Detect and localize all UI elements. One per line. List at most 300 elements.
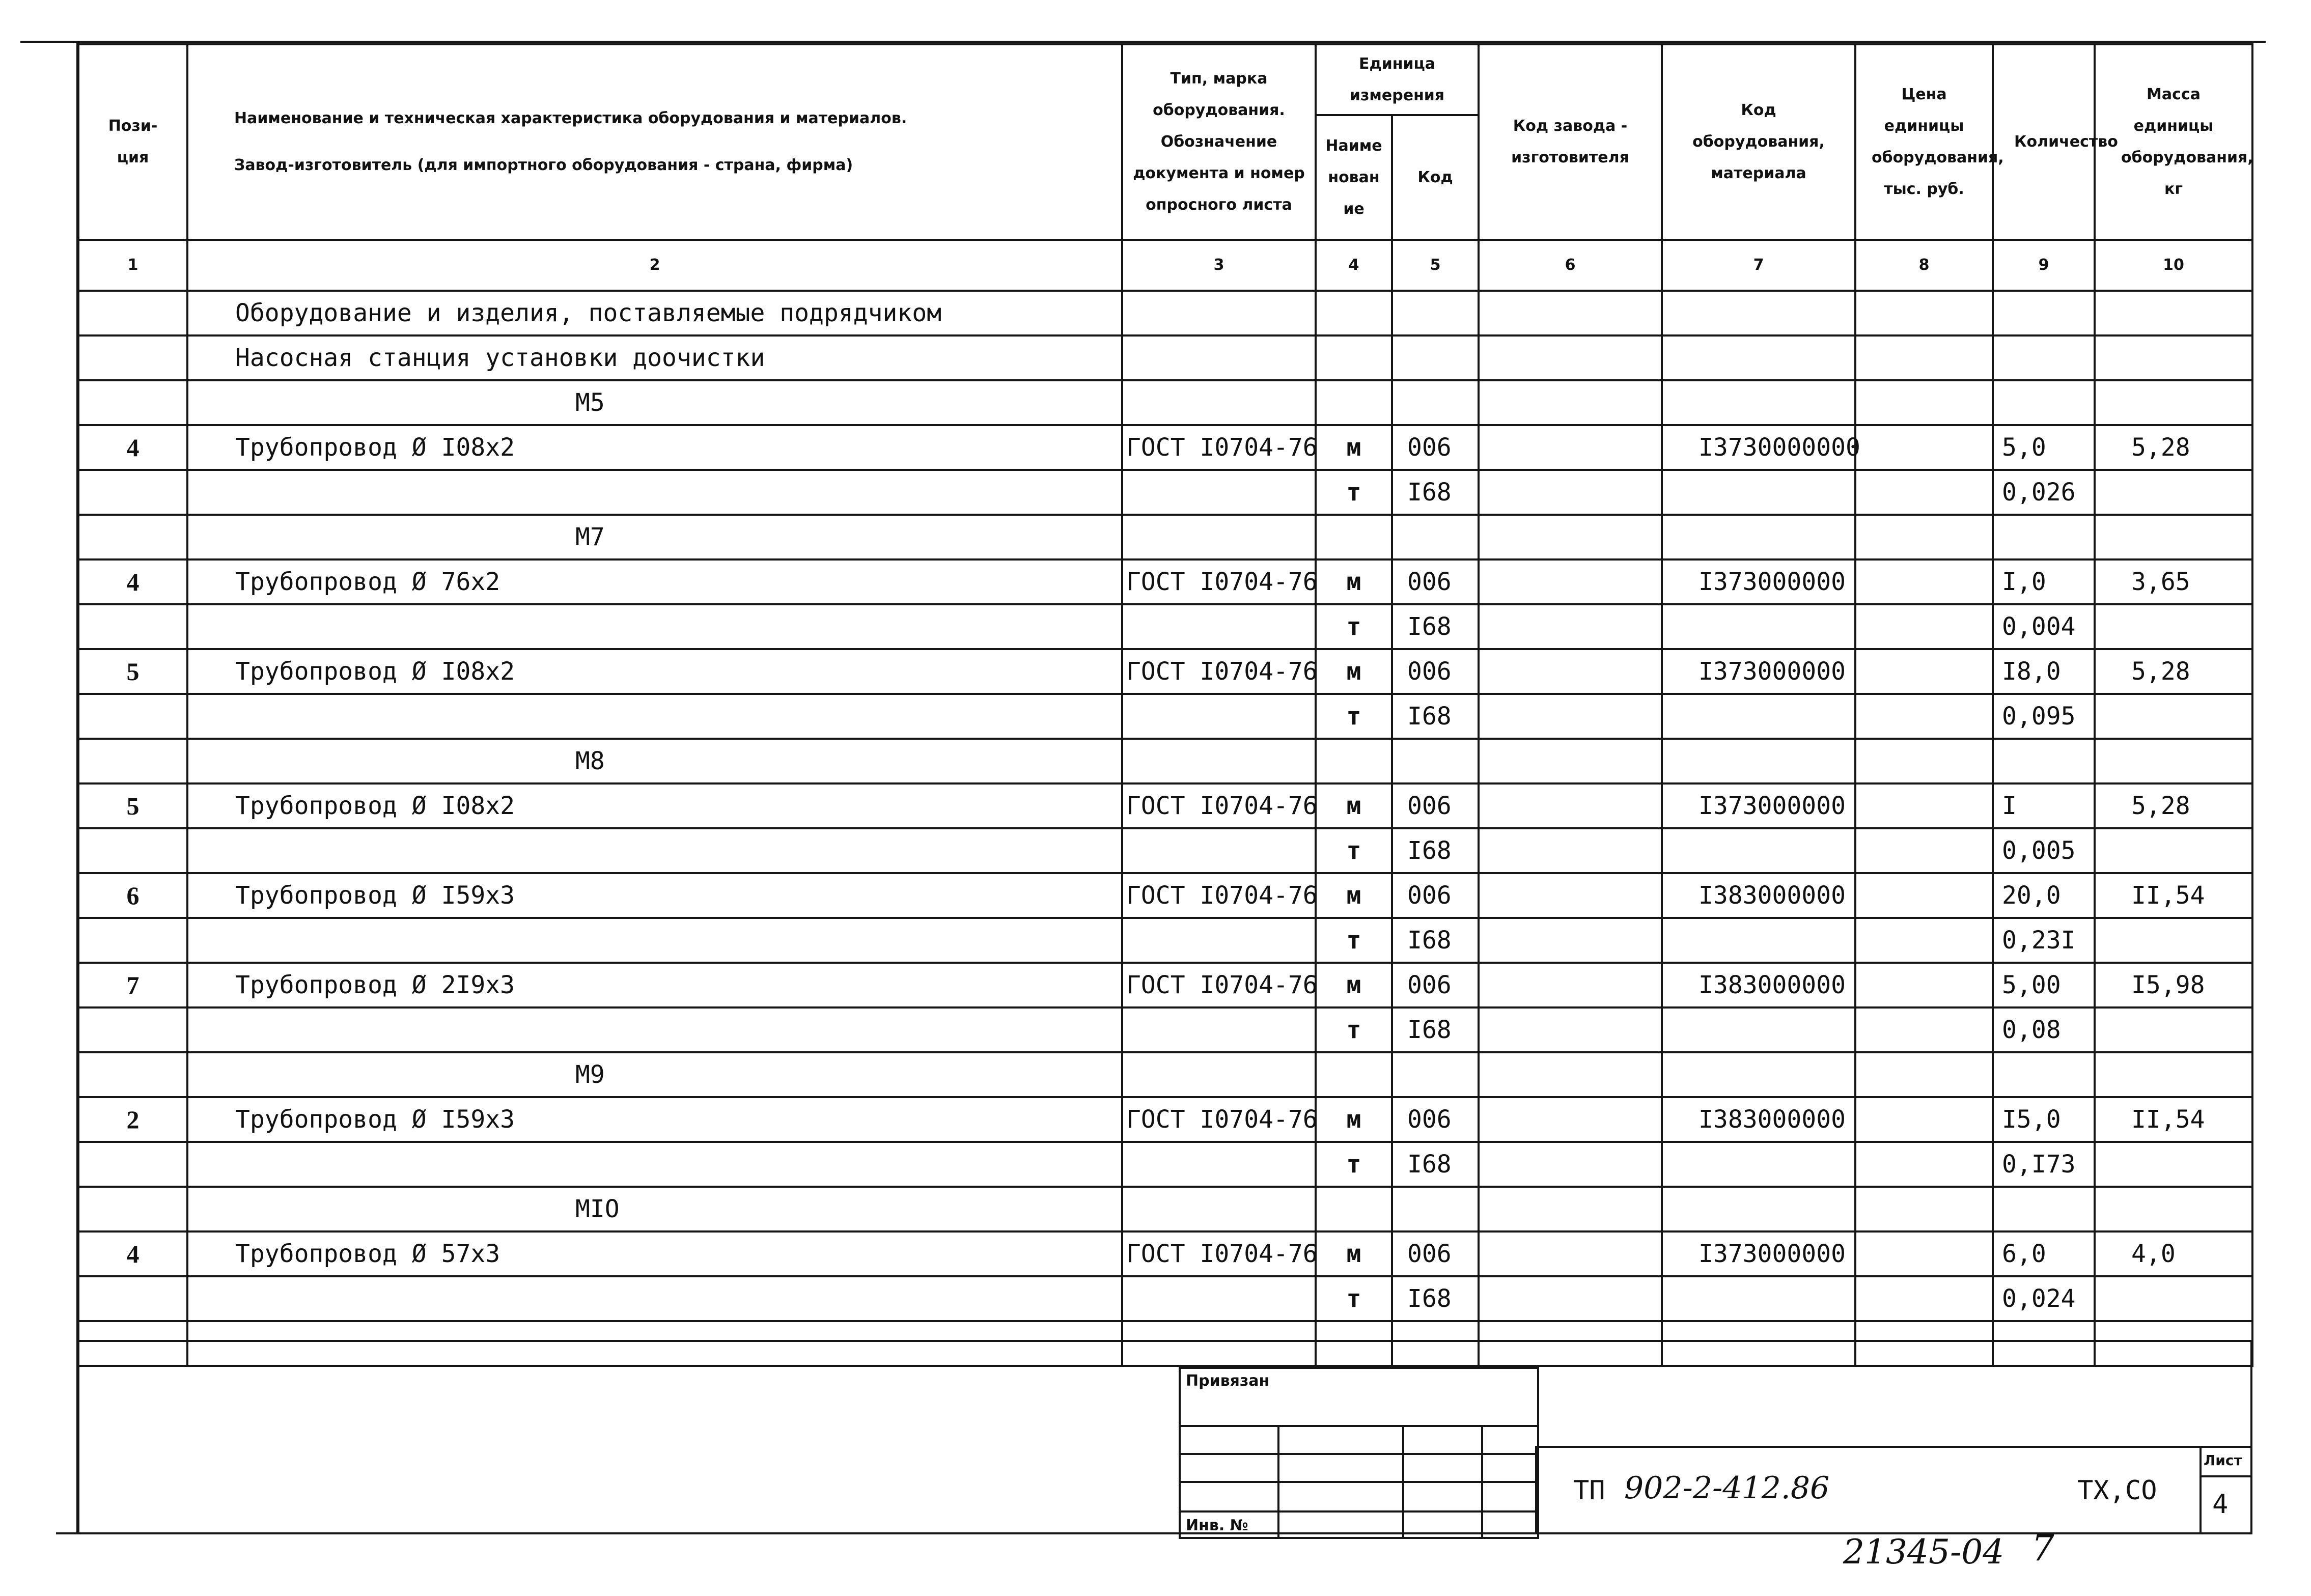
equipment-code-cell: I383000000 <box>1662 1097 1855 1142</box>
factory-code-cell <box>1479 1231 1662 1276</box>
section-title-cell: М9 <box>187 1052 1122 1097</box>
header-factory-code: Код завода - изготовителя <box>1479 44 1662 240</box>
mass-cell: II,54 <box>2095 873 2252 918</box>
factory-code-cell <box>1479 1187 1662 1231</box>
binding-stamp <box>1179 1367 1539 1539</box>
quantity-cell: 6,0 <box>1993 1231 2095 1276</box>
title-block-line <box>2199 1475 2251 1477</box>
price-cell <box>1855 1097 1993 1142</box>
unit-code-cell <box>1392 1052 1479 1097</box>
position-cell <box>78 604 187 649</box>
position-cell: 5 <box>78 783 187 828</box>
table-row <box>78 828 2252 873</box>
factory-code-cell <box>1479 515 1662 559</box>
equipment-code-cell: I373000000 <box>1662 783 1855 828</box>
price-cell <box>1855 515 1993 559</box>
unit-code-cell: 006 <box>1392 1097 1479 1142</box>
equipment-code-cell <box>1662 515 1855 559</box>
equipment-code-cell: I3730000000 <box>1662 425 1855 470</box>
factory-code-cell <box>1479 694 1662 739</box>
position-cell <box>78 1007 187 1052</box>
position-cell <box>78 828 187 873</box>
name-cell <box>187 1276 1122 1321</box>
col-number-3: 3 <box>1122 240 1316 291</box>
quantity-cell <box>1993 1187 2095 1231</box>
equipment-code-cell <box>1662 1007 1855 1052</box>
col-number-1: 1 <box>78 240 187 291</box>
quantity-cell: 0,I73 <box>1993 1142 2095 1187</box>
quantity-cell <box>1993 739 2095 783</box>
equipment-code-cell <box>1662 1052 1855 1097</box>
equipment-code-cell <box>1662 694 1855 739</box>
table-row <box>78 873 2252 918</box>
unit-code-cell: I68 <box>1392 470 1479 515</box>
quantity-cell: 0,005 <box>1993 828 2095 873</box>
position-cell <box>78 380 187 425</box>
quantity-cell: 0,026 <box>1993 470 2095 515</box>
equipment-code-cell <box>1662 739 1855 783</box>
price-cell <box>1855 1276 1993 1321</box>
price-cell <box>1855 559 1993 604</box>
price-cell <box>1855 1321 1993 1366</box>
name-cell <box>187 918 1122 963</box>
unit-name-cell: т <box>1316 694 1392 739</box>
position-cell <box>78 1276 187 1321</box>
factory-code-cell <box>1479 335 1662 380</box>
position-cell <box>78 694 187 739</box>
unit-code-cell: 006 <box>1392 559 1479 604</box>
position-cell: 7 <box>78 963 187 1007</box>
col-number-8: 8 <box>1855 240 1993 291</box>
position-cell <box>78 470 187 515</box>
price-cell <box>1855 1187 1993 1231</box>
mass-cell: I5,98 <box>2095 963 2252 1007</box>
document-cell <box>1122 604 1316 649</box>
unit-code-cell: I68 <box>1392 1007 1479 1052</box>
document-cell: ГОСТ I0704-76 <box>1122 963 1316 1007</box>
equipment-code-cell <box>1662 335 1855 380</box>
unit-name-cell <box>1316 515 1392 559</box>
document-cell: ГОСТ I0704-76 <box>1122 783 1316 828</box>
document-cell: ГОСТ I0704-76 <box>1122 649 1316 694</box>
document-cell <box>1122 1142 1316 1187</box>
price-cell <box>1855 470 1993 515</box>
col-number-10: 10 <box>2095 240 2252 291</box>
sheet-label: Лист <box>2204 1452 2242 1469</box>
quantity-cell: 20,0 <box>1993 873 2095 918</box>
col-number-2: 2 <box>187 240 1122 291</box>
name-cell <box>187 828 1122 873</box>
document-cell <box>1122 1052 1316 1097</box>
header-equipment-code: Код оборудования, материала <box>1662 44 1855 240</box>
price-cell <box>1855 873 1993 918</box>
unit-name-cell: м <box>1316 963 1392 1007</box>
position-cell <box>78 739 187 783</box>
name-cell: Трубопровод Ø I08x2 <box>187 425 1122 470</box>
position-cell: 4 <box>78 559 187 604</box>
section-title-cell: М7 <box>187 515 1122 559</box>
name-cell <box>187 694 1122 739</box>
price-cell <box>1855 335 1993 380</box>
factory-code-cell <box>1479 380 1662 425</box>
table-row <box>78 425 2252 470</box>
equipment-code-cell <box>1662 828 1855 873</box>
stamp-line <box>1481 1425 1483 1537</box>
unit-code-cell: 006 <box>1392 873 1479 918</box>
col-number-5: 5 <box>1392 240 1479 291</box>
price-cell <box>1855 649 1993 694</box>
column-number-row <box>78 240 2252 291</box>
document-cell <box>1122 1321 1316 1366</box>
equipment-code-cell: I373000000 <box>1662 559 1855 604</box>
name-cell <box>187 604 1122 649</box>
equipment-code-cell <box>1662 470 1855 515</box>
quantity-cell <box>1993 335 2095 380</box>
unit-code-cell <box>1392 1321 1479 1366</box>
equipment-code-cell <box>1662 291 1855 335</box>
factory-code-cell <box>1479 918 1662 963</box>
price-cell <box>1855 1231 1993 1276</box>
quantity-cell <box>1993 291 2095 335</box>
table-row <box>78 694 2252 739</box>
price-cell <box>1855 425 1993 470</box>
document-cell <box>1122 470 1316 515</box>
price-cell <box>1855 291 1993 335</box>
unit-name-cell: т <box>1316 604 1392 649</box>
position-cell <box>78 1321 187 1366</box>
factory-code-cell <box>1479 1276 1662 1321</box>
section-title-cell: МIO <box>187 1187 1122 1231</box>
price-cell <box>1855 828 1993 873</box>
mass-cell: 3,65 <box>2095 559 2252 604</box>
document-cell <box>1122 739 1316 783</box>
col-number-4: 4 <box>1316 240 1392 291</box>
name-cell: Трубопровод Ø 57x3 <box>187 1231 1122 1276</box>
table-row <box>78 335 2252 380</box>
factory-code-cell <box>1479 604 1662 649</box>
position-cell: 6 <box>78 873 187 918</box>
stamp-line <box>1181 1481 1537 1483</box>
quantity-cell <box>1993 380 2095 425</box>
unit-code-cell: I68 <box>1392 694 1479 739</box>
document-cell <box>1122 291 1316 335</box>
mass-cell <box>2095 380 2252 425</box>
header-unit-code: Код <box>1392 115 1479 240</box>
unit-name-cell: м <box>1316 649 1392 694</box>
equipment-code-cell <box>1662 380 1855 425</box>
mass-cell <box>2095 1187 2252 1231</box>
factory-code-cell <box>1479 425 1662 470</box>
document-cell <box>1122 828 1316 873</box>
factory-code-cell <box>1479 291 1662 335</box>
unit-name-cell <box>1316 1321 1392 1366</box>
document-cell <box>1122 918 1316 963</box>
unit-name-cell: т <box>1316 1142 1392 1187</box>
position-cell <box>78 1142 187 1187</box>
mass-cell: 4,0 <box>2095 1231 2252 1276</box>
unit-name-cell: т <box>1316 828 1392 873</box>
table-row <box>78 1321 2252 1366</box>
unit-code-cell: I68 <box>1392 918 1479 963</box>
unit-code-cell: 006 <box>1392 963 1479 1007</box>
equipment-code-cell <box>1662 1142 1855 1187</box>
equipment-code-cell <box>1662 1276 1855 1321</box>
sheet-number: 4 <box>2212 1489 2229 1520</box>
position-cell <box>78 1052 187 1097</box>
price-cell <box>1855 604 1993 649</box>
document-code: ТХ,СО <box>2077 1475 2157 1506</box>
quantity-cell: I8,0 <box>1993 649 2095 694</box>
document-cell <box>1122 335 1316 380</box>
table-row <box>78 559 2252 604</box>
factory-code-cell <box>1479 828 1662 873</box>
equipment-code-cell: I373000000 <box>1662 1231 1855 1276</box>
quantity-cell: 0,004 <box>1993 604 2095 649</box>
name-cell: Трубопровод Ø I59x3 <box>187 1097 1122 1142</box>
price-cell <box>1855 380 1993 425</box>
unit-code-cell <box>1392 335 1479 380</box>
mass-cell <box>2095 1007 2252 1052</box>
table-body <box>78 291 2252 1366</box>
quantity-cell: I5,0 <box>1993 1097 2095 1142</box>
mass-cell <box>2095 515 2252 559</box>
equipment-code-cell: I373000000 <box>1662 649 1855 694</box>
position-cell <box>78 335 187 380</box>
quantity-cell: 0,095 <box>1993 694 2095 739</box>
mass-cell <box>2095 1321 2252 1366</box>
factory-code-cell <box>1479 1321 1662 1366</box>
quantity-cell <box>1993 1052 2095 1097</box>
name-cell <box>187 1321 1122 1366</box>
table-row <box>78 470 2252 515</box>
factory-code-cell <box>1479 963 1662 1007</box>
price-cell <box>1855 918 1993 963</box>
unit-code-cell <box>1392 291 1479 335</box>
title-block-line <box>1535 1446 2251 1448</box>
mass-cell <box>2095 828 2252 873</box>
name-cell <box>187 1007 1122 1052</box>
quantity-cell: 0,08 <box>1993 1007 2095 1052</box>
section-row <box>78 739 2252 783</box>
archive-number: 21345-04 <box>1843 1532 2004 1572</box>
table-row <box>78 604 2252 649</box>
mass-cell <box>2095 291 2252 335</box>
table-row <box>78 649 2252 694</box>
name-cell: Трубопровод Ø 76x2 <box>187 559 1122 604</box>
equipment-code-cell <box>1662 604 1855 649</box>
table-header-row <box>78 44 2252 115</box>
factory-code-cell <box>1479 1142 1662 1187</box>
table-row <box>78 1276 2252 1321</box>
unit-name-cell: т <box>1316 470 1392 515</box>
unit-name-cell <box>1316 291 1392 335</box>
unit-code-cell: I68 <box>1392 1276 1479 1321</box>
header-mass: Масса единицы оборудования, кг <box>2095 44 2252 240</box>
unit-code-cell: I68 <box>1392 1142 1479 1187</box>
header-price: Цена единицы оборудования, тыс. руб. <box>1855 44 1993 240</box>
section-row <box>78 515 2252 559</box>
quantity-cell: 0,024 <box>1993 1276 2095 1321</box>
position-cell <box>78 515 187 559</box>
mass-cell <box>2095 604 2252 649</box>
unit-name-cell: м <box>1316 559 1392 604</box>
mass-cell <box>2095 918 2252 963</box>
name-cell: Насосная станция установки доочистки <box>187 335 1122 380</box>
unit-name-cell <box>1316 1052 1392 1097</box>
section-title-cell: М5 <box>187 380 1122 425</box>
name-cell <box>187 470 1122 515</box>
name-cell: Оборудование и изделия, поставляемые подрядчиком <box>187 291 1122 335</box>
quantity-cell: 5,0 <box>1993 425 2095 470</box>
unit-code-cell <box>1392 380 1479 425</box>
col-number-7: 7 <box>1662 240 1855 291</box>
price-cell <box>1855 963 1993 1007</box>
unit-name-cell: м <box>1316 783 1392 828</box>
stamp-line <box>1181 1425 1537 1427</box>
price-cell <box>1855 739 1993 783</box>
unit-code-cell: I68 <box>1392 828 1479 873</box>
header-name: Наименование и техническая характеристика оборудования и материалов. Завод-изготовитель (для импортного оборудования - страна, фирма) <box>187 44 1122 240</box>
factory-code-cell <box>1479 739 1662 783</box>
unit-code-cell: 006 <box>1392 425 1479 470</box>
unit-name-cell: м <box>1316 425 1392 470</box>
mass-cell <box>2095 335 2252 380</box>
unit-name-cell <box>1316 1187 1392 1231</box>
unit-code-cell: 006 <box>1392 1231 1479 1276</box>
position-cell <box>78 1187 187 1231</box>
position-cell <box>78 291 187 335</box>
table-row <box>78 1097 2252 1142</box>
unit-code-cell: 006 <box>1392 649 1479 694</box>
mass-cell <box>2095 1142 2252 1187</box>
mass-cell <box>2095 1276 2252 1321</box>
section-row <box>78 380 2252 425</box>
section-title-cell: М8 <box>187 739 1122 783</box>
document-cell <box>1122 694 1316 739</box>
unit-name-cell: м <box>1316 873 1392 918</box>
quantity-cell: I,0 <box>1993 559 2095 604</box>
equipment-code-cell: I383000000 <box>1662 963 1855 1007</box>
unit-name-cell <box>1316 335 1392 380</box>
factory-code-cell <box>1479 1007 1662 1052</box>
unit-name-cell <box>1316 380 1392 425</box>
unit-name-cell <box>1316 739 1392 783</box>
name-cell <box>187 1142 1122 1187</box>
unit-code-cell <box>1392 1187 1479 1231</box>
mass-cell <box>2095 739 2252 783</box>
document-cell: ГОСТ I0704-76 <box>1122 873 1316 918</box>
unit-code-cell: 006 <box>1392 783 1479 828</box>
document-cell <box>1122 380 1316 425</box>
position-cell: 4 <box>78 1231 187 1276</box>
unit-code-cell <box>1392 515 1479 559</box>
quantity-cell: 0,23I <box>1993 918 2095 963</box>
table-row <box>78 963 2252 1007</box>
stamp-line <box>1277 1425 1279 1537</box>
mass-cell <box>2095 694 2252 739</box>
quantity-cell: I <box>1993 783 2095 828</box>
document-cell: ГОСТ I0704-76 <box>1122 1231 1316 1276</box>
stamp-line <box>1181 1453 1537 1455</box>
name-cell: Трубопровод Ø I59x3 <box>187 873 1122 918</box>
quantity-cell: 5,00 <box>1993 963 2095 1007</box>
equipment-code-cell <box>1662 1187 1855 1231</box>
document-cell <box>1122 515 1316 559</box>
price-cell <box>1855 783 1993 828</box>
name-cell: Трубопровод Ø I08x2 <box>187 783 1122 828</box>
unit-code-cell <box>1392 739 1479 783</box>
header-type: Тип, марка оборудования. Обозначение документа и номер опросного листа <box>1122 44 1316 240</box>
document-cell <box>1122 1007 1316 1052</box>
right-border-line <box>2250 1340 2252 1533</box>
project-number: 902-2-412.86 <box>1624 1470 1830 1506</box>
section-row <box>78 1187 2252 1231</box>
table-row <box>78 918 2252 963</box>
factory-code-cell <box>1479 1052 1662 1097</box>
project-prefix: ТП <box>1573 1475 1605 1506</box>
table-row <box>78 1231 2252 1276</box>
table-row <box>78 783 2252 828</box>
mass-cell <box>2095 1052 2252 1097</box>
specification-table <box>77 43 2253 1367</box>
document-cell <box>1122 1276 1316 1321</box>
equipment-code-cell <box>1662 1321 1855 1366</box>
col-number-9: 9 <box>1993 240 2095 291</box>
col-number-6: 6 <box>1479 240 1662 291</box>
stamp-line <box>1181 1510 1537 1513</box>
header-quantity: Количество <box>1993 44 2095 240</box>
header-unit-group: Единица измерения <box>1316 44 1479 115</box>
section-row <box>78 1052 2252 1097</box>
mass-cell: 5,28 <box>2095 425 2252 470</box>
price-cell <box>1855 1142 1993 1187</box>
price-cell <box>1855 1007 1993 1052</box>
page-mark: 7 <box>2031 1527 2054 1569</box>
unit-name-cell: т <box>1316 1007 1392 1052</box>
quantity-cell <box>1993 1321 2095 1366</box>
document-cell: ГОСТ I0704-76 <box>1122 559 1316 604</box>
equipment-code-cell: I383000000 <box>1662 873 1855 918</box>
position-cell <box>78 918 187 963</box>
document-cell <box>1122 1187 1316 1231</box>
name-cell: Трубопровод Ø 2I9x3 <box>187 963 1122 1007</box>
unit-name-cell: т <box>1316 918 1392 963</box>
mass-cell: 5,28 <box>2095 783 2252 828</box>
title-block-line <box>1535 1446 1537 1533</box>
unit-name-cell: т <box>1316 1276 1392 1321</box>
document-cell: ГОСТ I0704-76 <box>1122 425 1316 470</box>
name-cell: Трубопровод Ø I08x2 <box>187 649 1122 694</box>
table-row <box>78 1142 2252 1187</box>
factory-code-cell <box>1479 1097 1662 1142</box>
header-unit-name: Наименование <box>1316 115 1392 240</box>
table-row <box>78 291 2252 335</box>
position-cell: 5 <box>78 649 187 694</box>
unit-name-cell: м <box>1316 1231 1392 1276</box>
stamp-line <box>1402 1425 1404 1537</box>
factory-code-cell <box>1479 470 1662 515</box>
header-position: Пози- ция <box>78 44 187 240</box>
unit-code-cell: I68 <box>1392 604 1479 649</box>
quantity-cell <box>1993 515 2095 559</box>
top-border-line <box>20 41 2266 43</box>
binding-label: Привязан <box>1186 1372 1270 1390</box>
factory-code-cell <box>1479 873 1662 918</box>
factory-code-cell <box>1479 783 1662 828</box>
factory-code-cell <box>1479 649 1662 694</box>
mass-cell: II,54 <box>2095 1097 2252 1142</box>
price-cell <box>1855 1052 1993 1097</box>
